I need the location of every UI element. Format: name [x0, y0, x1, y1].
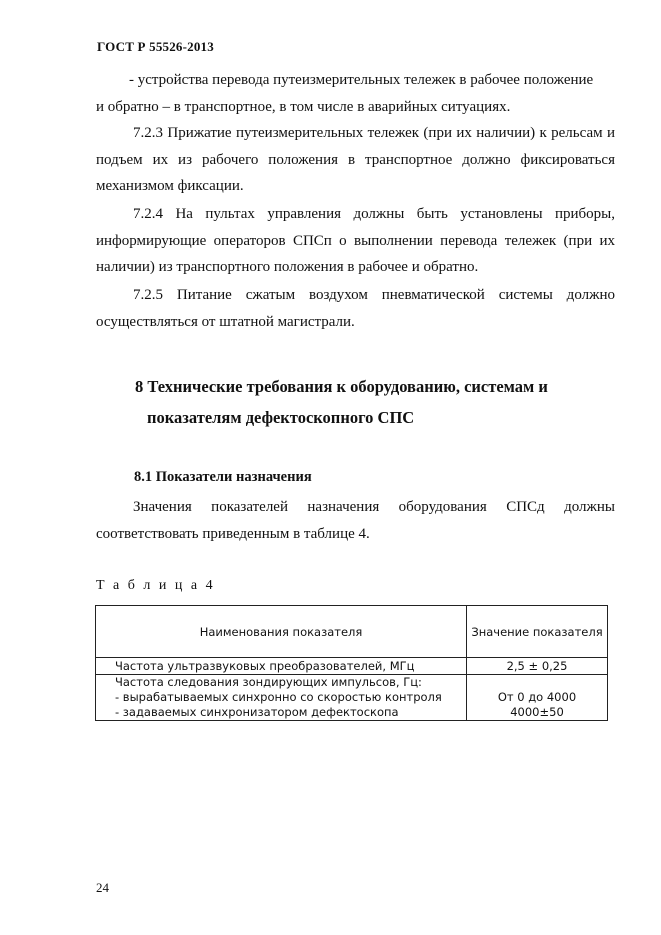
table-header-cell: Наименования показателя: [96, 606, 467, 658]
table-cell-line: 4000±50: [510, 705, 564, 719]
table-caption: Т а б л и ц а 4: [96, 578, 216, 593]
page-number: 24: [96, 880, 109, 895]
paragraph-text: 7.2.3 Прижатие путеизмерительных тележек (при их наличии) к рельсам и подъем их из рабочего положения в транспортное должно фиксироваться механизмом фиксации.: [96, 125, 615, 195]
table-cell: [96, 675, 467, 721]
table-cell: [467, 675, 608, 721]
paragraph-7-2-3: [96, 120, 615, 200]
table-cell: Частота ультразвуковых преобразователей, МГц: [96, 658, 467, 675]
paragraph-text: Значения показателей назначения оборудования СПСд должны соответствовать приведенным в таблице 4.: [96, 499, 615, 542]
paragraph-7-2-4: [96, 201, 615, 281]
table-cell-line: От 0 до 4000: [497, 690, 577, 704]
paragraph-text: 7.2.4 На пультах управления должны быть установлены приборы, информирующие операторов СПСп о выполнении перевода тележек (при их наличии) из транспортного положения в рабочее и обратно.: [96, 206, 615, 276]
table-cell-line: Частота следования зондирующих импульсов, Гц:: [115, 675, 422, 689]
subsection-title: 8.1 Показатели назначения: [134, 469, 312, 485]
paragraph-bogie-devices: [96, 67, 615, 120]
table-row: [96, 675, 608, 721]
table-header-cell: Значение показателя: [467, 606, 608, 658]
table-row: [96, 658, 608, 675]
table-cell-line: - задаваемых синхронизатором дефектоскопа: [115, 705, 399, 719]
section-title-line: показателям дефектоскопного СПС: [147, 408, 415, 427]
section-title: [135, 371, 605, 433]
indicator-table: [95, 605, 608, 721]
table-cell-line: - вырабатываемых синхронно со скоростью контроля: [115, 690, 442, 704]
paragraph-7-2-5: [96, 282, 615, 335]
paragraph-line: и обратно – в транспортное, в том числе в аварийных ситуациях.: [96, 98, 511, 115]
section-title-line: 8 Технические требования к оборудованию, системам и: [135, 377, 548, 396]
paragraph-text: 7.2.5 Питание сжатым воздухом пневматической системы должно осуществляться от штатной магистрали.: [96, 287, 615, 330]
paragraph-line: - устройства перевода путеизмерительных тележек в рабочее положение: [129, 72, 594, 88]
table-header-row: [96, 606, 608, 658]
table-cell: 2,5 ± 0,25: [467, 658, 608, 675]
paragraph-8-1: [96, 494, 615, 547]
document-header: ГОСТ Р 55526-2013: [97, 39, 214, 54]
